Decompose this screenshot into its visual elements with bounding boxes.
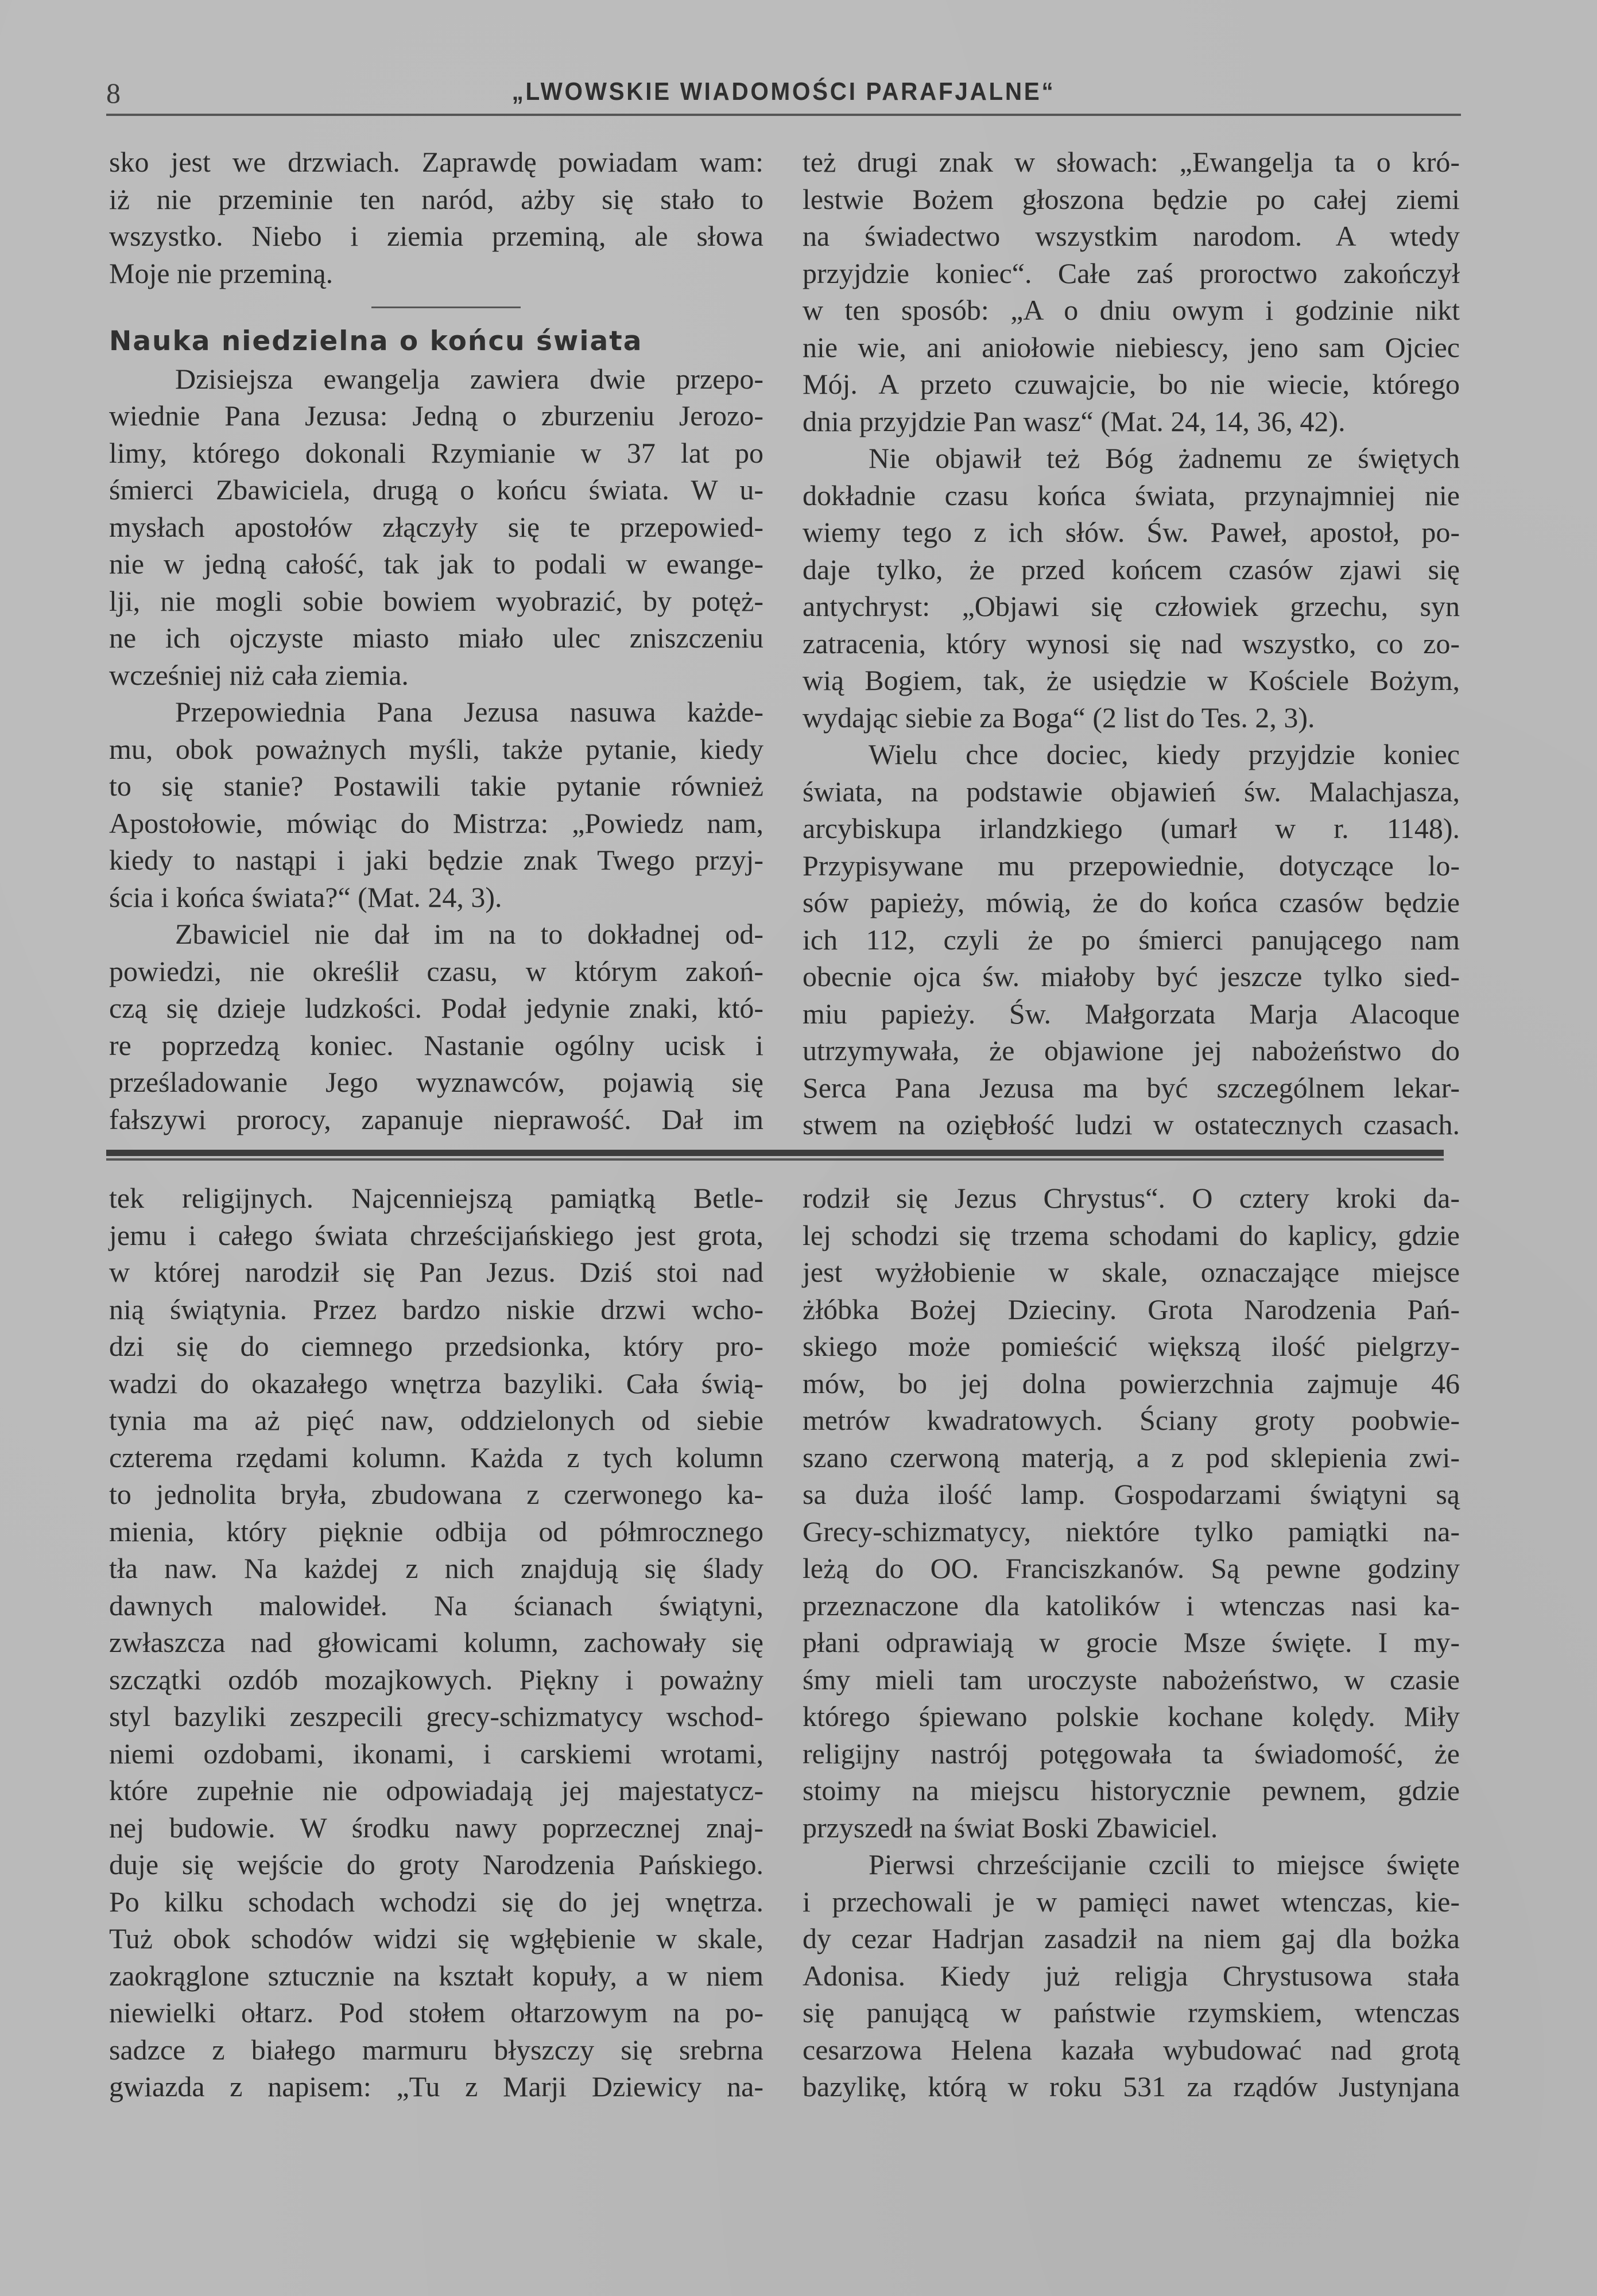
text-line: Tuż obok schodów widzi się wgłębienie w skale, <box>109 1922 763 1954</box>
text-line: limy, którego dokonali Rzymianie w 37 lat po <box>109 436 763 469</box>
section-heading: Nauka niedzielna o końcu świata <box>109 325 643 357</box>
text-line: bazylikę, którą w roku 531 za rządów Justynjana <box>803 2070 1460 2103</box>
text-line: Adonisa. Kiedy już religja Chrystusowa stała <box>803 1959 1460 1992</box>
text-line: Nie objawił też Bóg żadnemu ze świętych <box>869 442 1460 474</box>
text-line: zaokrąglone sztucznie na kształt kopuły, a w niem <box>109 1959 763 1992</box>
text-line: leżą do OO. Franciszkanów. Są pewne godziny <box>803 1552 1460 1584</box>
text-line: ich 112, czyli że po śmierci panującego nam <box>803 923 1460 956</box>
text-line: sko jest we drzwiach. Zaprawdę powiadam wam: <box>109 146 763 178</box>
text-line: Moje nie przeminą. <box>109 257 334 289</box>
page-number: 8 <box>106 77 121 109</box>
text-line: na świadectwo wszystkim narodom. A wtedy <box>803 220 1460 252</box>
text-line: lji, nie mogli sobie bowiem wyobrazić, by potęż- <box>109 584 763 617</box>
text-line: Apostołowie, mówiąc do Mistrza: „Powiedz nam, <box>109 806 763 839</box>
column-bottom-left <box>109 1180 763 2105</box>
text-line: daje tylko, że przed końcem czasów zjawi się <box>803 553 1460 585</box>
text-line: szano czerwoną materją, a z pod sklepienia zwi- <box>803 1441 1460 1473</box>
text-line: duje się wejście do groty Narodzenia Pańskiego. <box>109 1848 763 1880</box>
text-line: to jednolita bryła, zbudowana z czerwonego ka- <box>109 1478 763 1510</box>
text-line: stoimy na miejscu historycznie pewnem, gdzie <box>803 1774 1460 1806</box>
column-top-left <box>109 144 763 1138</box>
text-line: dokładnie czasu końca świata, przynajmniej nie <box>803 479 1460 511</box>
text-line: nie wie, ani aniołowie niebiescy, jeno sam Ojciec <box>803 331 1460 363</box>
text-line: Serca Pana Jezusa ma być szczególnem lekar- <box>803 1071 1460 1104</box>
text-line: niewielki ołtarz. Pod stołem ołtarzowym na po- <box>109 1996 763 2029</box>
text-line: żłóbka Bożej Dzieciny. Grota Narodzenia Pań- <box>803 1293 1460 1325</box>
text-line: gwiazda z napisem: „Tu z Marji Dziewicy na- <box>109 2070 763 2103</box>
paragraph <box>109 360 763 694</box>
text-line: dnia przyjdzie Pan wasz“ (Mat. 24, 14, 36, 42). <box>803 405 1346 437</box>
text-line: tynia ma aż pięć naw, oddzielonych od siebie <box>109 1404 763 1436</box>
text-line: i przechowali je w pamięci nawet wtenczas, kie- <box>803 1885 1460 1918</box>
column-bottom-right <box>803 1180 1460 2105</box>
text-line: cesarzowa Helena kazała wybudować nad grotą <box>803 2033 1460 2066</box>
text-line: przyjdzie koniec“. Całe zaś proroctwo zakończył <box>803 257 1460 289</box>
text-line: lej schodzi się trzema schodami do kaplicy, gdzie <box>803 1219 1460 1251</box>
text-line: Po kilku schodach wchodzi się do jej wnętrza. <box>109 1885 763 1918</box>
text-line: się panującą w państwie rzymskiem, wtenczas <box>803 1996 1460 2029</box>
text-line: ne ich ojczyste miasto miało ulec zniszczeniu <box>109 622 763 654</box>
divider-thin-rule <box>106 1158 1444 1161</box>
text-line: czterema rzędami kolumn. Każda z tych kolumn <box>109 1441 763 1473</box>
text-line: śmierci Zbawiciela, drugą o końcu świata. W u- <box>109 474 763 506</box>
text-line: wią Bogiem, tak, że usiędzie w Kościele Bożym, <box>803 664 1460 696</box>
text-line: powiedzi, nie określił czasu, w którym zakoń- <box>109 955 763 987</box>
page-header <box>106 72 1461 118</box>
text-line: nej budowie. W środku nawy poprzecznej znaj- <box>109 1811 763 1844</box>
text-line: Pierwsi chrześcijanie czcili to miejsce święte <box>869 1848 1460 1880</box>
text-line: rodził się Jezus Chrystus“. O cztery kroki da- <box>803 1182 1460 1214</box>
text-line: Mój. A przeto czuwajcie, bo nie wiecie, którego <box>803 368 1460 400</box>
text-line: styl bazyliki zeszpecili grecy-schizmatycy wschod- <box>109 1700 763 1732</box>
text-line: dzi się do ciemnego przedsionka, który pro- <box>109 1330 763 1362</box>
text-line: sa duża ilość lamp. Gospodarzami świątyni są <box>803 1478 1460 1510</box>
header-rule <box>106 114 1461 116</box>
text-line: kiedy to nastąpi i jaki będzie znak Twego przyj- <box>109 844 763 876</box>
text-line: świata, na podstawie objawień św. Malachjasza, <box>803 775 1460 808</box>
divider-thick-rule <box>106 1150 1444 1156</box>
column-top-right <box>803 144 1460 1143</box>
text-line: w której narodził się Pan Jezus. Dziś stoi nad <box>109 1256 763 1288</box>
text-line: nią świątynia. Przez bardzo niskie drzwi wcho- <box>109 1293 763 1325</box>
paragraph <box>803 736 1460 1143</box>
paragraph <box>109 1180 763 2105</box>
text-line: Przepowiednia Pana Jezusa nasuwa każde- <box>175 696 763 728</box>
text-line: mienia, który pięknie odbija od półmrocznego <box>109 1515 763 1548</box>
text-line: miu papieży. Św. Małgorzata Marja Alacoque <box>803 997 1460 1030</box>
text-line: re poprzedzą koniec. Nastanie ogólny ucisk i <box>109 1029 763 1061</box>
paragraph <box>803 144 1460 440</box>
paragraph <box>803 1846 1460 2105</box>
paragraph <box>109 693 763 916</box>
text-line: zwłaszcza nad głowicami kolumn, zachowały się <box>109 1626 763 1658</box>
text-line: mysłach apostołów złączyły się te przepowied- <box>109 510 763 543</box>
text-line: dawnych malowideł. Na ścianach świątyni, <box>109 1589 763 1622</box>
text-line: wiemy tego z ich słów. Św. Paweł, apostoł, po- <box>803 516 1460 548</box>
text-line: mu, obok poważnych myśli, także pytanie, kiedy <box>109 732 763 765</box>
text-line: w ten sposób: „A o dniu owym i godzinie nikt <box>803 294 1460 326</box>
section-separator-rule <box>371 307 521 308</box>
text-line: Przypisywane mu przepowiednie, dotyczące lo- <box>803 849 1460 882</box>
text-line: też drugi znak w słowach: „Ewangelja ta o kró- <box>803 146 1460 178</box>
text-line: jemu i całego świata chrześcijańskiego jest grota, <box>109 1219 763 1251</box>
text-line: sów papieży, mówią, że do końca czasów będzie <box>803 886 1460 918</box>
text-line: lestwie Bożem głoszona będzie po całej ziemi <box>803 183 1460 215</box>
text-line: czą się dzieje ludzkości. Podał jedynie znaki, któ- <box>109 992 763 1024</box>
text-line: iż nie przeminie ten naród, ażby się stało to <box>109 183 763 215</box>
text-line: jest wyżłobienie w skale, oznaczające miejsce <box>803 1256 1460 1288</box>
text-line: przeznaczone dla katolików i wtenczas nasi ka- <box>803 1589 1460 1622</box>
text-line: nie w jedną całość, tak jak to podali w ewange- <box>109 548 763 580</box>
text-line: stwem na oziębłość ludzi w ostatecznych czasach. <box>803 1108 1460 1141</box>
text-line: zatracenia, który wynosi się nad wszystko, co zo- <box>803 627 1460 660</box>
text-line: skiego może pomieścić większą ilość pielgrzy- <box>803 1330 1460 1362</box>
text-line: arcybiskupa irlandzkiego (umarł w r. 1148). <box>803 812 1460 844</box>
text-line: wszystko. Niebo i ziemia przeminą, ale słowa <box>109 220 763 252</box>
text-line: utrzymywała, że objawione jej nabożeństwo do <box>803 1034 1460 1066</box>
text-line: ścia i końca świata?“ (Mat. 24, 3). <box>109 881 502 913</box>
paragraph <box>803 440 1460 736</box>
text-line: metrów kwadratowych. Ściany groty poobwie- <box>803 1404 1460 1436</box>
text-line: szczątki ozdób mozajkowych. Piękny i poważny <box>109 1663 763 1696</box>
text-line: Zbawiciel nie dał im na to dokładnej od- <box>175 918 763 950</box>
text-line: to się stanie? Postawili takie pytanie również <box>109 770 763 802</box>
text-line: prześladowanie Jego wyznawców, pojawią się <box>109 1066 763 1098</box>
continuation-text <box>109 144 763 292</box>
text-line: sadzce z białego marmuru błyszczy się srebrna <box>109 2033 763 2066</box>
text-line: niemi ozdobami, ikonami, i carskiemi wrotami, <box>109 1737 763 1770</box>
section-divider <box>106 1150 1444 1162</box>
text-line: antychryst: „Objawi się człowiek grzechu, syn <box>803 590 1460 622</box>
text-line: obecnie ojca św. miałoby być jeszcze tylko sied- <box>803 960 1460 992</box>
text-line: wydając siebie za Boga“ (2 list do Tes. 2, 3). <box>803 701 1315 734</box>
paragraph <box>803 1180 1460 1846</box>
text-line: mów, bo jej dolna powierzchnia zajmuje 46 <box>803 1367 1460 1399</box>
text-line: dy cezar Hadrjan zasadził na niem gaj dla bożka <box>803 1922 1460 1954</box>
text-line: płani odprawiają w grocie Msze święte. I my- <box>803 1626 1460 1658</box>
text-line: Grecy-schizmatycy, niektóre tylko pamiątki na- <box>803 1515 1460 1548</box>
text-line: śmy mieli tam uroczyste nabożeństwo, w czasie <box>803 1663 1460 1696</box>
text-line: którego śpiewano polskie kochane kolędy. Miły <box>803 1700 1460 1732</box>
text-line: wadzi do okazałego wnętrza bazyliki. Cała świą- <box>109 1367 763 1399</box>
running-title: „LWOWSKIE WIADOMOŚCI PARAFJALNE“ <box>511 77 1056 106</box>
text-line: które zupełnie nie odpowiadają jej majestatycz- <box>109 1774 763 1806</box>
text-line: przyszedł na świat Boski Zbawiciel. <box>803 1811 1218 1844</box>
text-line: Wielu chce dociec, kiedy przyjdzie koniec <box>869 738 1460 770</box>
paragraph <box>109 916 763 1138</box>
text-line: tła naw. Na każdej z nich znajdują się ślady <box>109 1552 763 1584</box>
text-line: Dzisiejsza ewangelja zawiera dwie przepo- <box>175 362 763 395</box>
text-line: wiednie Pana Jezusa: Jedną o zburzeniu Jerozo- <box>109 400 763 432</box>
text-line: wcześniej niż cała ziemia. <box>109 658 409 691</box>
text-line: fałszywi prorocy, zapanuje nieprawość. Dał im <box>109 1103 763 1135</box>
text-line: tek religijnych. Najcenniejszą pamiątką Betle- <box>109 1182 763 1214</box>
article-body <box>109 360 763 1138</box>
text-line: religijny nastrój potęgowała ta świadomość, że <box>803 1737 1460 1770</box>
